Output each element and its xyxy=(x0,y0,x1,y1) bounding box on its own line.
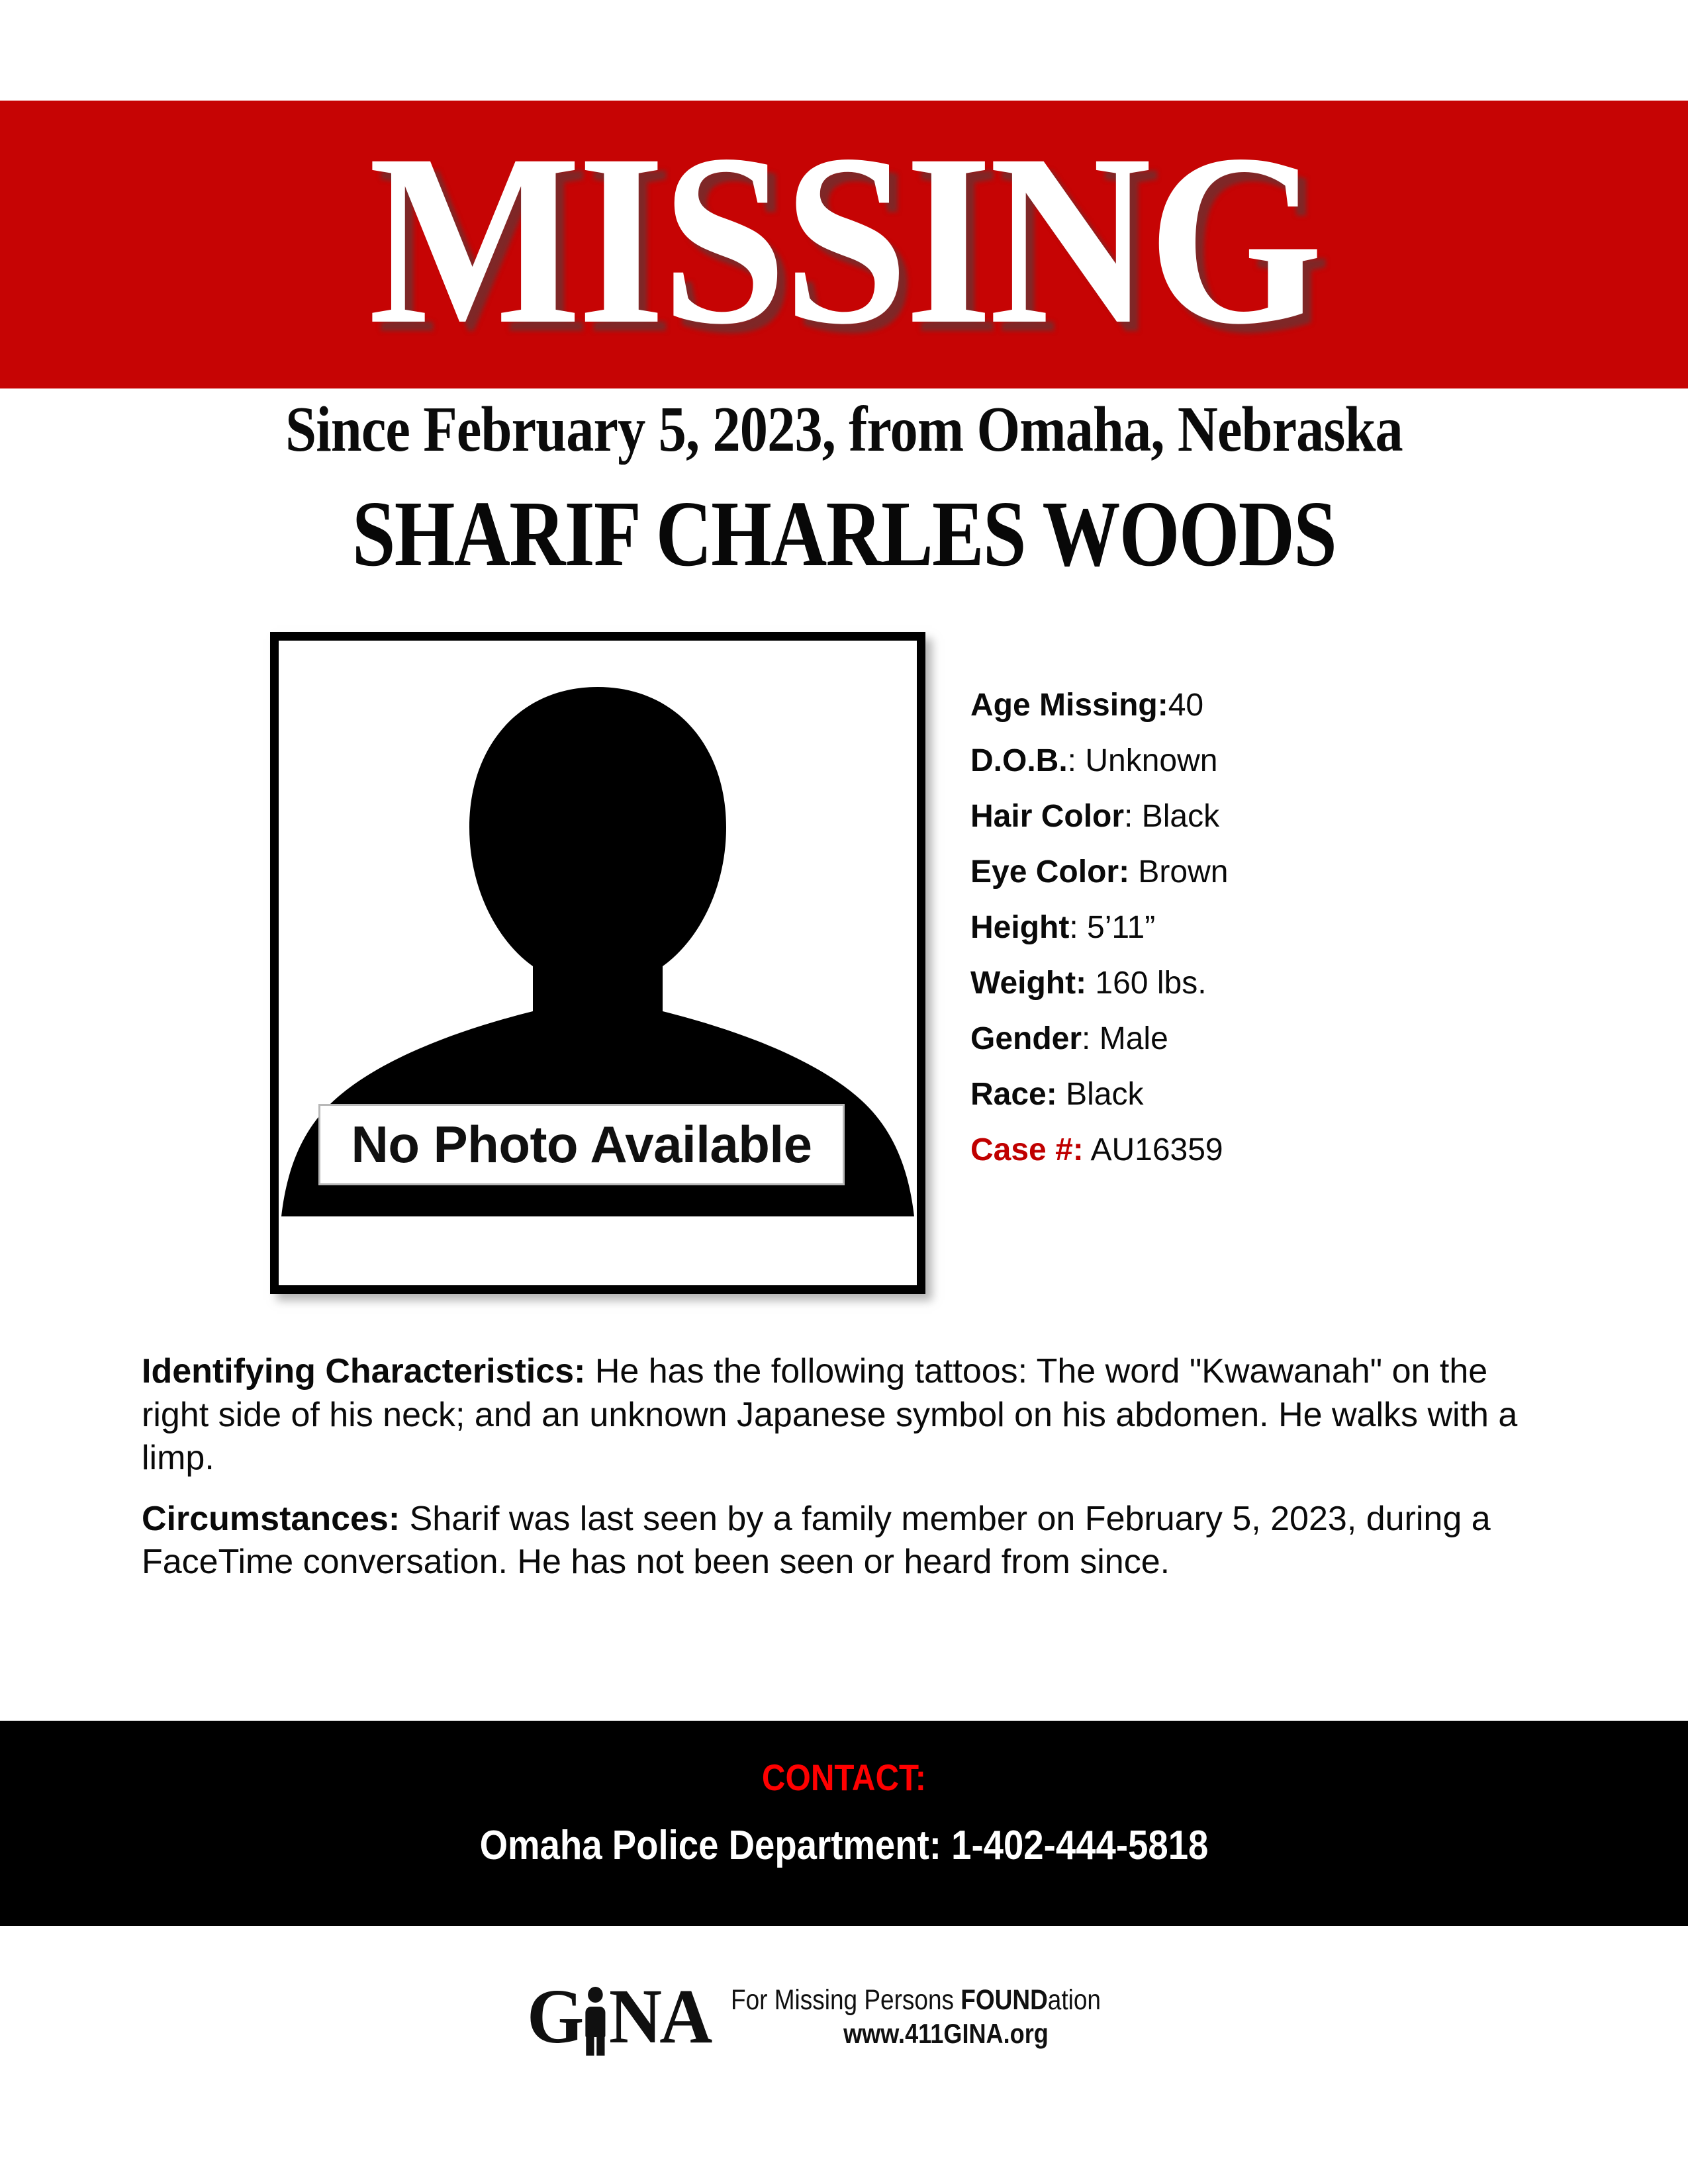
gina-wordmark xyxy=(526,1973,710,2060)
detail-value-weight: 160 lbs. xyxy=(1086,966,1207,1001)
gina-logo-text xyxy=(731,1978,1161,2048)
gina-tagline xyxy=(731,1985,1101,2015)
detail-label-eye-color: Eye Color: xyxy=(970,854,1130,889)
person-right-leg-shape xyxy=(596,2036,604,2056)
detail-label-hair-color: Hair Color xyxy=(970,799,1125,834)
detail-row-race xyxy=(970,1079,1632,1111)
detail-label-case-number: Case #: xyxy=(970,1132,1084,1167)
person-head-shape xyxy=(588,1987,603,2003)
gina-letters-na: NA xyxy=(608,1973,710,2060)
identifying-characteristics-paragraph xyxy=(142,1350,1552,1480)
gina-letter-g: G xyxy=(526,1973,582,2060)
gina-website-url[interactable]: www.411GINA.org xyxy=(843,2018,1049,2050)
detail-row-case-number xyxy=(970,1134,1632,1166)
detail-row-eye-color xyxy=(970,856,1632,888)
detail-value-dob: : Unknown xyxy=(1067,743,1218,778)
gina-tagline-tail: ation xyxy=(1047,1984,1102,2016)
contact-bar xyxy=(0,1721,1688,1926)
missing-since-line: Since February 5, 2023, from Omaha, Nebraska xyxy=(285,394,1403,465)
detail-value-gender: : Male xyxy=(1082,1021,1168,1056)
detail-value-hair-color: : Black xyxy=(1124,799,1220,834)
detail-label-dob: D.O.B. xyxy=(970,743,1068,778)
detail-value-eye-color: Brown xyxy=(1129,854,1229,889)
detail-label-height: Height xyxy=(970,910,1070,945)
detail-value-race: Black xyxy=(1056,1077,1144,1112)
gina-tagline-found: FOUND xyxy=(961,1984,1048,2016)
identifying-characteristics-text: He has the following tattoos: The word "Kwawanah" on the right side of his neck; and an unknown Japanese symbol on his abdomen. He walks with a limp. xyxy=(142,1352,1518,1478)
detail-row-height xyxy=(970,912,1632,944)
missing-banner xyxy=(0,101,1688,388)
detail-row-dob xyxy=(970,745,1632,777)
detail-value-case-number: AU16359 xyxy=(1083,1132,1223,1167)
detail-row-gender xyxy=(970,1023,1632,1055)
detail-row-hair-color xyxy=(970,801,1632,833)
person-left-leg-shape xyxy=(586,2036,594,2056)
detail-label-age-missing: Age Missing: xyxy=(970,688,1168,723)
identifying-characteristics-label: Identifying Characteristics: xyxy=(142,1352,586,1390)
person-torso-shape xyxy=(585,2007,605,2037)
detail-value-height: : 5’11” xyxy=(1069,910,1156,945)
contact-heading: CONTACT: xyxy=(761,1756,927,1798)
gina-tagline-lead: For Missing Persons xyxy=(731,1984,961,2016)
circumstances-label: Circumstances: xyxy=(142,1499,400,1538)
photo-frame xyxy=(270,632,925,1294)
narrative-section xyxy=(142,1350,1552,1602)
detail-label-gender: Gender xyxy=(970,1021,1082,1056)
photo-inner xyxy=(279,641,917,1285)
detail-value-age-missing: 40 xyxy=(1168,688,1204,723)
no-photo-badge: No Photo Available xyxy=(318,1104,845,1185)
circumstances-paragraph xyxy=(142,1498,1552,1584)
banner-title: MISSING xyxy=(368,104,1320,375)
circumstances-text: Sharif was last seen by a family member on February 5, 2023, during a FaceTime conversation. He has not been seen or heard from since. xyxy=(142,1499,1491,1582)
subject-details-list xyxy=(970,690,1632,1190)
detail-label-weight: Weight: xyxy=(970,966,1087,1001)
gina-foundation-logo xyxy=(0,1973,1688,2060)
detail-label-race: Race: xyxy=(970,1077,1057,1112)
detail-row-age-missing xyxy=(970,690,1632,721)
contact-agency-phone[interactable]: Omaha Police Department: 1-402-444-5818 xyxy=(479,1823,1209,1868)
detail-row-weight xyxy=(970,968,1632,999)
page-title: SHARIF CHARLES WOODS xyxy=(352,481,1336,586)
standing-person-icon xyxy=(583,1987,608,2056)
